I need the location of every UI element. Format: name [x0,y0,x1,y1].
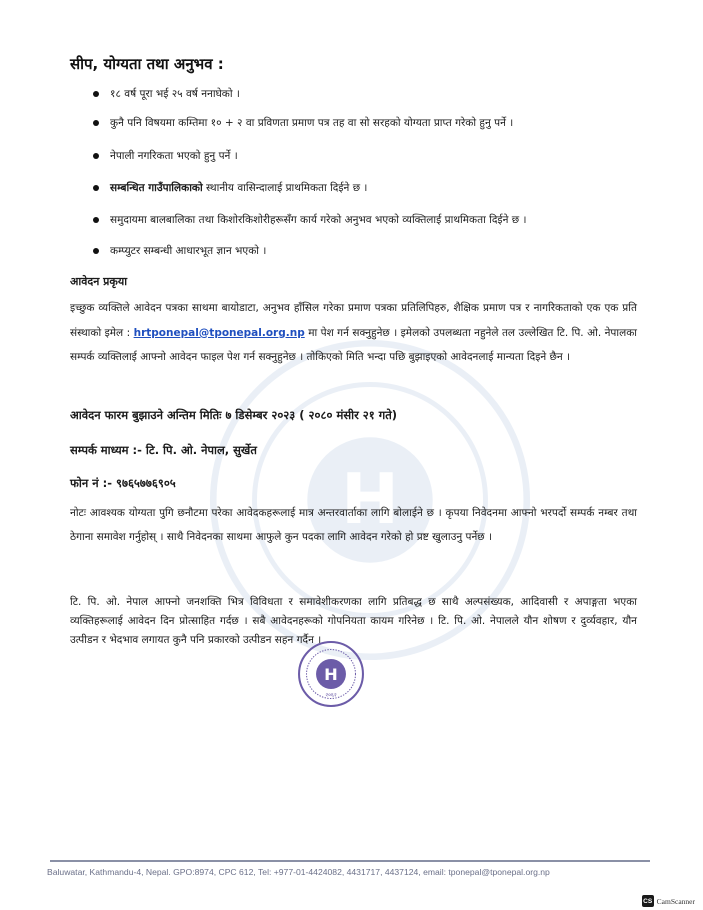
application-heading: आवेदन प्रकृया [70,275,128,288]
contact-line: सम्पर्क माध्यम :- टि. पि. ओ. नेपाल, सुर्खेत [70,443,257,457]
bullet-icon [93,185,99,191]
note-paragraph: नोटः आवश्यक योग्यता पुगि छनौटमा परेका आवेदकहरूलाई मात्र अन्तरवार्ताका लागि बोलाईने छ । कृपया निवेदनमा आफ्नो भरपर्दो सम्पर्क नम्बर तथा ठेगाना समावेश गर्नुहोस् । साथै निवेदनका साथमा आफुले कुन पदका लागि आवेदन गरेको हो प्रष्ट खुलाउनु पर्नेछ । [70,507,637,543]
application-paragraph: इच्छुक व्यक्तिले आवेदन पत्रका साथमा बायोडाटा, अनुभव हाँसिल गरेका प्रमाण पत्रका प्रतिलिपिहरु, शैक्षिक प्रमाण पत्र र नागरिकताको एक एक प्रति संस्थाको इमेल : hrtponepal@tponepal.org.np मा पेश गर्न सक्नुहुनेछ । इमेलको उपलब्धता नहुनेले तल उल्लेखित टि. पि. ओ. नेपालका सम्पर्क व्यक्तिलाई आफ्नो आवेदन फाइल पेश गर्न सक्नुहुनेछ । तोकिएको मिति भन्दा पछि बुझाइएको आवेदनलाई मान्यता दिइने छैन । [70,302,638,363]
bullet-icon [93,248,99,254]
list-item: १८ वर्ष पूरा भई २५ वर्ष ननाघेको । [70,87,240,101]
bullet-icon [93,217,99,223]
footer-divider [50,860,650,862]
policy-paragraph: टि. पि. ओ. नेपाल आफ्नो जनशक्ति भित्र विविधता र समावेशीकरणका लागि प्रतिबद्ध छ साथै अल्पसंख्यक, आदिवासी र अपाङ्गता भएका व्यक्तिहरूलाई आवेदन दिन प्रोत्साहित गर्दछ । सबै आवेदनहरूको गोपनियता कायम गरिनेछ । टि. पि. ओ. नेपालले यौन शोषण र दुर्व्यवहार, यौन उत्पीडन र भेदभाव लगायत कुनै पनि प्रकारको उत्पीडन सहन गर्दैन । [70,596,637,646]
list-item: कुनै पनि विषयमा कम्तिमा १० + २ वा प्रविणता प्रमाण पत्र तह वा सो सरहको योग्यता प्राप्त गरेको हुनु पर्ने । [70,116,513,130]
footer-address: Baluwatar, Kathmandu-4, Nepal. GPO:8974, CPC 612, Tel: +977-01-4424082, 4431717, 4437124, email: tponepal@tponepal.org.np [47,867,550,877]
deadline-line: आवेदन फारम बुझाउने अन्तिम मितिः ७ डिसेम्बर २०२३ ( २०८० मंसीर २१ गते) [70,408,398,422]
svg-text:२०६२: २०६२ [325,692,337,699]
list-item: समुदायमा बालबालिका तथा किशोरकिशोरीहरूसँग कार्य गरेको अनुभव भएको व्यक्तिलाई प्राथमिकता दिईने छ । [70,213,526,227]
list-item: नेपाली नगरिकता भएको हुनु पर्ने । [70,149,238,163]
bullet-icon [93,91,99,97]
camscanner-logo-icon: CS [642,895,654,907]
list-item: सम्बन्धित गाउँपालिकाको स्थानीय वासिन्दालाई प्राथमिकता दिईने छ । [70,181,367,195]
list-item: कम्प्युटर सम्बन्धी आधारभूत ज्ञान भएको । [70,244,266,258]
scanner-watermark: CS CamScanner [643,896,695,906]
svg-text:H: H [341,460,399,541]
bullet-icon [93,120,99,126]
section-heading: सीप, योग्यता तथा अनुभव : [70,55,224,73]
phone-line: फोन नं :- ९७६५७७६९०५ [70,476,176,490]
bullet-icon [93,153,99,159]
email-link[interactable]: hrtponepal@tponepal.org.np [133,326,305,339]
organization-seal-icon [297,640,365,708]
svg-text:H: H [324,665,338,685]
